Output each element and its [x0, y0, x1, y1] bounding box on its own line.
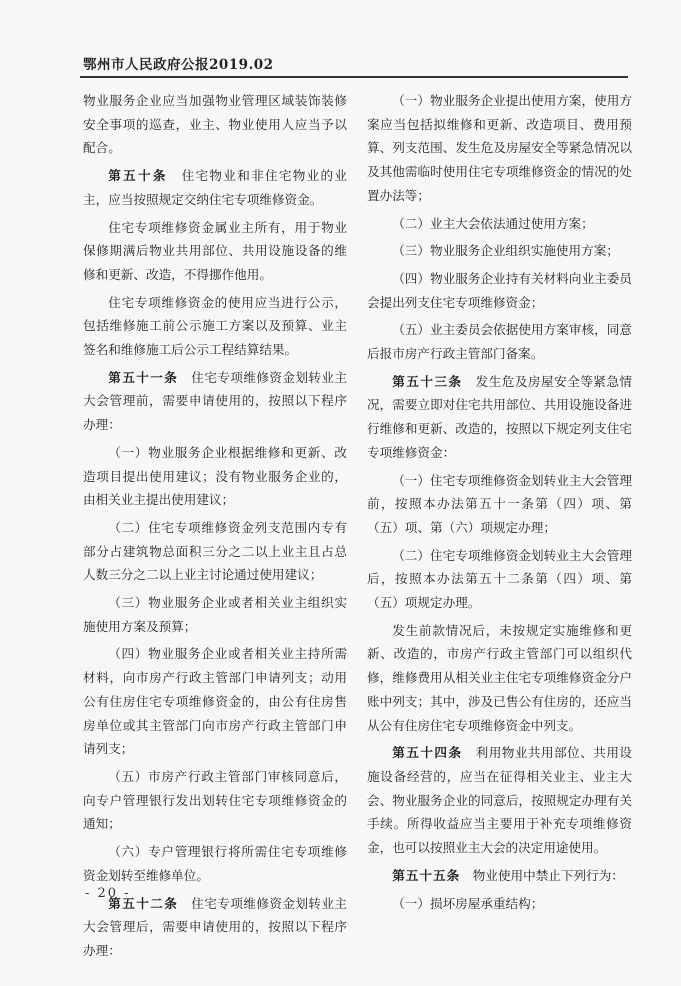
paragraph-text: （一）物业服务企业提出使用方案，使用方案应当包括拟维修和更新、改造项目、费用预算、列支范围、发生危及房屋安全等紧急情况以及其他需临时使用住宅专项维修资金的情况的处置办法等； — [367, 93, 632, 203]
paragraph — [83, 366, 347, 437]
article-number: 第五十一条 — [108, 369, 179, 385]
paragraph-text: （四）物业服务企业持有关材料向业主委员会提出列支住宅专项维修资金； — [367, 270, 632, 310]
paragraph-text: 住宅专项维修资金划转业主大会管理后，需要申请使用的，按照以下程序办理： — [83, 895, 348, 958]
article-number: 第五十四条 — [392, 745, 463, 761]
paragraph — [83, 642, 347, 761]
paragraph-text: （一）损坏房屋承重结构； — [392, 895, 544, 911]
paragraph-text: 住宅专项维修资金属业主所有，用于物业保修期满后物业共用部位、共用设施设备的维修和更新、改造，不得挪作他用。 — [83, 219, 347, 282]
paragraph — [83, 164, 347, 211]
paragraph — [83, 441, 347, 512]
paragraph-text: （五）市房产行政主管部门审核同意后，向专户管理银行发出划转住宅专项维修资金的通知； — [83, 768, 347, 832]
paragraph — [367, 89, 632, 208]
paragraph-text: 发生危及房屋安全等紧急情况，需要立即对住宅共用部位、共用设施设备进行维修和更新、改造的，按照以下规定列支住宅专项维修资金： — [367, 373, 633, 460]
paragraph-text: （二）业主大会依法通过使用方案； — [392, 215, 594, 231]
paragraph — [367, 318, 632, 365]
right-text-column — [367, 89, 632, 919]
paragraph-text: 发生前款情况后，未按规定实施维修和更新、改造的，市房产行政主管部门可以组织代修，维修费用从相关业主住宅专项维修资金分户账中列支；其中，涉及已售公有住房的，还应当从公有住房住宅专项维修资金中列支。 — [367, 622, 632, 733]
paragraph-text: 住宅物业和非住宅物业的业主，应当按照规定交纳住宅专项维修资金。 — [83, 168, 348, 207]
page-number: - 20 - — [85, 886, 131, 901]
paragraph — [83, 765, 347, 836]
paragraph-text: 利用物业共用部位、共用设施设备经营的，应当在征得相关业主、业主大会、物业服务企业的同意后，按照规定办理有关手续。所得收益应当主要用于补充专项维修资金，也可以按照业主大会的决定用途使用。 — [367, 745, 633, 856]
paragraph — [83, 591, 347, 638]
paragraph-text: 物业服务企业应当加强物业管理区域装饰装修安全事项的巡查，业主、物业使用人应当予以配合。 — [83, 93, 347, 156]
article-number: 第五十二条 — [108, 895, 179, 911]
left-text-column — [83, 89, 347, 967]
paragraph — [83, 216, 347, 287]
paragraph — [367, 864, 632, 888]
paragraph-text: 住宅专项维修资金划转业主大会管理前，需要申请使用的，按照以下程序办理： — [83, 369, 348, 433]
paragraph — [83, 291, 347, 362]
paragraph — [367, 239, 632, 263]
paragraph — [367, 469, 632, 540]
paragraph-text: 物业使用中禁止下列行为： — [472, 867, 624, 883]
bulletin-header-title: 鄂州市人民政府公报2019.02 — [83, 57, 274, 73]
paragraph-text: （一）物业服务企业根据维修和更新、改造项目提出使用建议；没有物业服务企业的，由相关业主提出使用建议； — [83, 444, 347, 508]
paragraph — [83, 840, 347, 887]
article-number: 第五十条 — [108, 168, 168, 184]
paragraph — [367, 619, 632, 738]
paragraph — [367, 544, 632, 615]
paragraph — [367, 370, 632, 465]
header-divider — [80, 76, 628, 78]
paragraph — [367, 212, 632, 236]
paragraph-text: （二）住宅专项维修资金列支范围内专有部分占建筑物总面积三分之二以上业主且占总人数三分之二以上业主讨论通过使用建议； — [83, 519, 347, 583]
article-number: 第五十五条 — [392, 867, 461, 883]
paragraph-text: （三）物业服务企业组织实施使用方案； — [392, 243, 619, 259]
paragraph-text: （六）专户管理银行将所需住宅专项维修资金划转至维修单位。 — [83, 844, 347, 883]
paragraph-text: （三）物业服务企业或者相关业主组织实施使用方案及预算； — [83, 595, 347, 634]
paragraph-text: （四）物业服务企业或者相关业主持所需材料，向市房产行政主管部门申请列支；动用公有住房住宅专项维修资金的，由公有住房售房单位或其主管部门向市房产行政主管部门申请列支； — [83, 646, 347, 757]
paragraph — [83, 892, 347, 963]
paragraph — [367, 741, 632, 860]
paragraph-text: （二）住宅专项维修资金划转业主大会管理后，按照本办法第五十二条第（四）项、第（五）项规定办理。 — [367, 547, 632, 611]
paragraph — [367, 892, 632, 916]
paragraph-text: （一）住宅专项维修资金划转业主大会管理前，按照本办法第五十一条第（四）项、第（五）项、第（六）项规定办理； — [367, 472, 632, 535]
paragraph — [367, 267, 632, 314]
paragraph — [83, 89, 347, 160]
paragraph — [83, 516, 347, 587]
paragraph-text: 住宅专项维修资金的使用应当进行公示，包括维修施工前公示施工方案以及预算、业主签名和维修施工后公示工程结算结果。 — [83, 294, 347, 358]
article-number: 第五十三条 — [392, 373, 463, 389]
paragraph-text: （五）业主委员会依据使用方案审核，同意后报市房产行政主管部门备案。 — [367, 322, 632, 362]
